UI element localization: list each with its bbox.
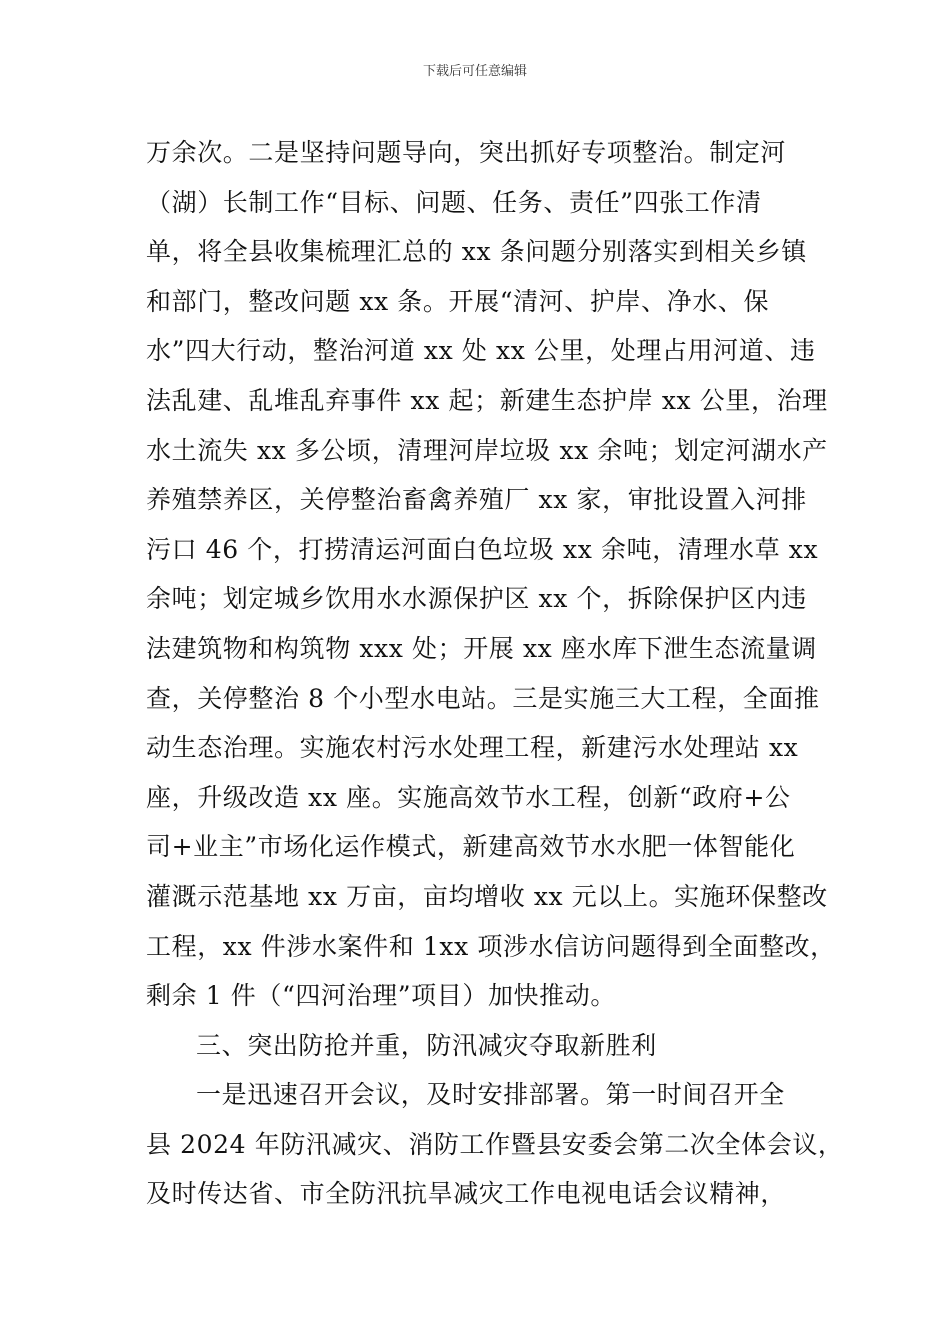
body-line: 水”四大行动，整治河道 xx 处 xx 公里，处理占用河道、违 [146, 336, 816, 366]
body-line: 法建筑物和构筑物 xxx 处；开展 xx 座水库下泄生态流量调 [146, 633, 817, 663]
body-line: 法乱建、乱堆乱弃事件 xx 起；新建生态护岸 xx 公里，治理 [146, 385, 828, 415]
body-line: 单，将全县收集梳理汇总的 xx 条问题分别落实到相关乡镇 [146, 237, 807, 267]
body-line: 灌溉示范基地 xx 万亩，亩均增收 xx 元以上。实施环保整改 [146, 881, 828, 911]
page-header: 下载后可任意编辑 [422, 64, 527, 79]
body-line: 查，关停整治 8 个小型水电站。三是实施三大工程，全面推 [146, 683, 820, 713]
body-line: 县 2024 年防汛减灾、消防工作暨县安委会第二次全体会议， [146, 1129, 844, 1159]
body-line: 余吨；划定城乡饮用水水源保护区 xx 个，拆除保护区内违 [146, 584, 807, 614]
body-line: 一是迅速召开会议，及时安排部署。第一时间召开全 [196, 1080, 785, 1110]
body-line: （湖）长制工作“目标、问题、任务、责任”四张工作清 [146, 187, 762, 217]
body-line: 和部门，整改问题 xx 条。开展“清河、护岸、净水、保 [146, 286, 770, 316]
body-line: 剩余 1 件（“四河治理”项目）加快推动。 [146, 981, 616, 1011]
body-line: 及时传达省、市全防汛抗旱减灾工作电视电话会议精神， [146, 1179, 787, 1209]
document-body [146, 128, 844, 1219]
body-line: 座，升级改造 xx 座。实施高效节水工程，创新“政府+公 [146, 782, 791, 812]
body-line: 万余次。二是坚持问题导向，突出抓好专项整治。制定河 [146, 138, 787, 167]
body-line: 污口 46 个，打捞清运河面白色垃圾 xx 余吨，清理水草 xx [146, 534, 819, 564]
body-line: 水土流失 xx 多公顷，清理河岸垃圾 xx 余吨；划定河湖水产 [146, 435, 828, 465]
body-line: 动生态治理。实施农村污水处理工程，新建污水处理站 xx [146, 733, 799, 763]
body-line: 养殖禁养区，关停整治畜禽养殖厂 xx 家，审批设置入河排 [146, 485, 807, 515]
body-line: 工程，xx 件涉水案件和 1xx 项涉水信访问题得到全面整改， [146, 931, 836, 961]
body-line: 司+业主”市场化运作模式，新建高效节水水肥一体智能化 [146, 832, 796, 862]
section-heading: 三、突出防抢并重，防汛减灾夺取新胜利 [196, 1030, 657, 1060]
